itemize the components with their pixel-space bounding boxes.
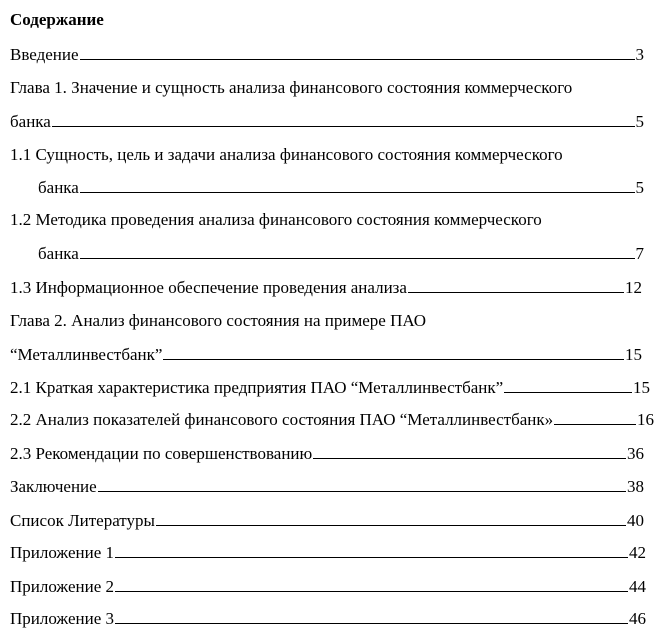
toc-page-number: 15 xyxy=(633,378,650,397)
toc-entry-s23 xyxy=(10,443,644,463)
toc-entry-conclusion xyxy=(10,476,644,496)
toc-entry-appendix-1 xyxy=(10,542,646,562)
toc-leader-line xyxy=(554,409,636,425)
toc-leader-line xyxy=(52,111,635,127)
toc-entry-appendix-3 xyxy=(10,608,646,628)
toc-page-number: 3 xyxy=(635,45,644,64)
toc-leader-line xyxy=(156,510,626,526)
toc-page-number: 38 xyxy=(627,477,644,496)
toc-page-number: 44 xyxy=(629,577,646,596)
toc-entry-label: 1.3 Информационное обеспечение проведения анализа xyxy=(10,278,407,297)
toc-entry-ch2-line1: Глава 2. Анализ финансового состояния на примере ПАО xyxy=(10,311,427,330)
toc-entry-s13 xyxy=(10,277,642,297)
toc-page-number: 40 xyxy=(627,511,644,530)
toc-entry-label: банка xyxy=(10,112,51,131)
toc-entry-intro xyxy=(10,44,644,64)
toc-entry-ch2 xyxy=(10,344,642,364)
toc-entry-s12 xyxy=(38,243,644,263)
toc-page-number: 36 xyxy=(627,444,644,463)
toc-heading: Содержание xyxy=(10,10,104,29)
toc-entry-label: Приложение 3 xyxy=(10,609,114,628)
toc-entry-s21 xyxy=(10,377,650,397)
toc-leader-line xyxy=(115,542,628,558)
toc-page-number: 5 xyxy=(635,178,644,197)
toc-leader-line xyxy=(115,576,628,592)
toc-page-number: 5 xyxy=(635,112,644,131)
toc-page-number: 12 xyxy=(625,278,642,297)
toc-page-number: 42 xyxy=(629,543,646,562)
toc-entry-label: 2.1 Краткая характеристика предприятия ПАО “Металлинвестбанк” xyxy=(10,378,504,397)
toc-entry-s22 xyxy=(10,409,654,429)
toc-entry-label: Приложение 1 xyxy=(10,543,114,562)
toc-leader-line xyxy=(408,277,624,293)
toc-entry-label: 2.3 Рекомендации по совершенствованию xyxy=(10,444,313,463)
toc-leader-line xyxy=(163,344,624,360)
toc-entry-s12-line1: 1.2 Методика проведения анализа финансового состояния коммерческого xyxy=(10,210,542,229)
toc-page-number: 15 xyxy=(625,345,642,364)
toc-entry-appendix-2 xyxy=(10,576,646,596)
toc-entry-literature xyxy=(10,510,644,530)
toc-entry-s11 xyxy=(38,177,644,197)
toc-entry-label: банка xyxy=(38,178,79,197)
toc-entry-label: “Металлинвестбанк” xyxy=(10,345,163,364)
toc-leader-line xyxy=(504,377,632,393)
toc-entry-s11-line1: 1.1 Сущность, цель и задачи анализа финансового состояния коммерческого xyxy=(10,145,563,164)
toc-entry-label: Заключение xyxy=(10,477,97,496)
toc-page-number: 7 xyxy=(635,244,644,263)
toc-leader-line xyxy=(98,476,626,492)
toc-leader-line xyxy=(80,177,635,193)
toc-entry-ch1 xyxy=(10,111,644,131)
toc-page-number: 16 xyxy=(637,410,654,429)
toc-leader-line xyxy=(80,243,635,259)
toc-leader-line xyxy=(313,443,626,459)
toc-page-number: 46 xyxy=(629,609,646,628)
toc-entry-label: Список Литературы xyxy=(10,511,155,530)
toc-entry-label: 2.2 Анализ показателей финансового состояния ПАО “Металлинвестбанк» xyxy=(10,410,554,429)
toc-entry-label: Введение xyxy=(10,45,79,64)
toc-leader-line xyxy=(115,608,628,624)
toc-entry-label: Приложение 2 xyxy=(10,577,114,596)
toc-leader-line xyxy=(80,44,635,60)
toc-entry-label: банка xyxy=(38,244,79,263)
toc-entry-ch1-line1: Глава 1. Значение и сущность анализа финансового состояния коммерческого xyxy=(10,78,573,97)
